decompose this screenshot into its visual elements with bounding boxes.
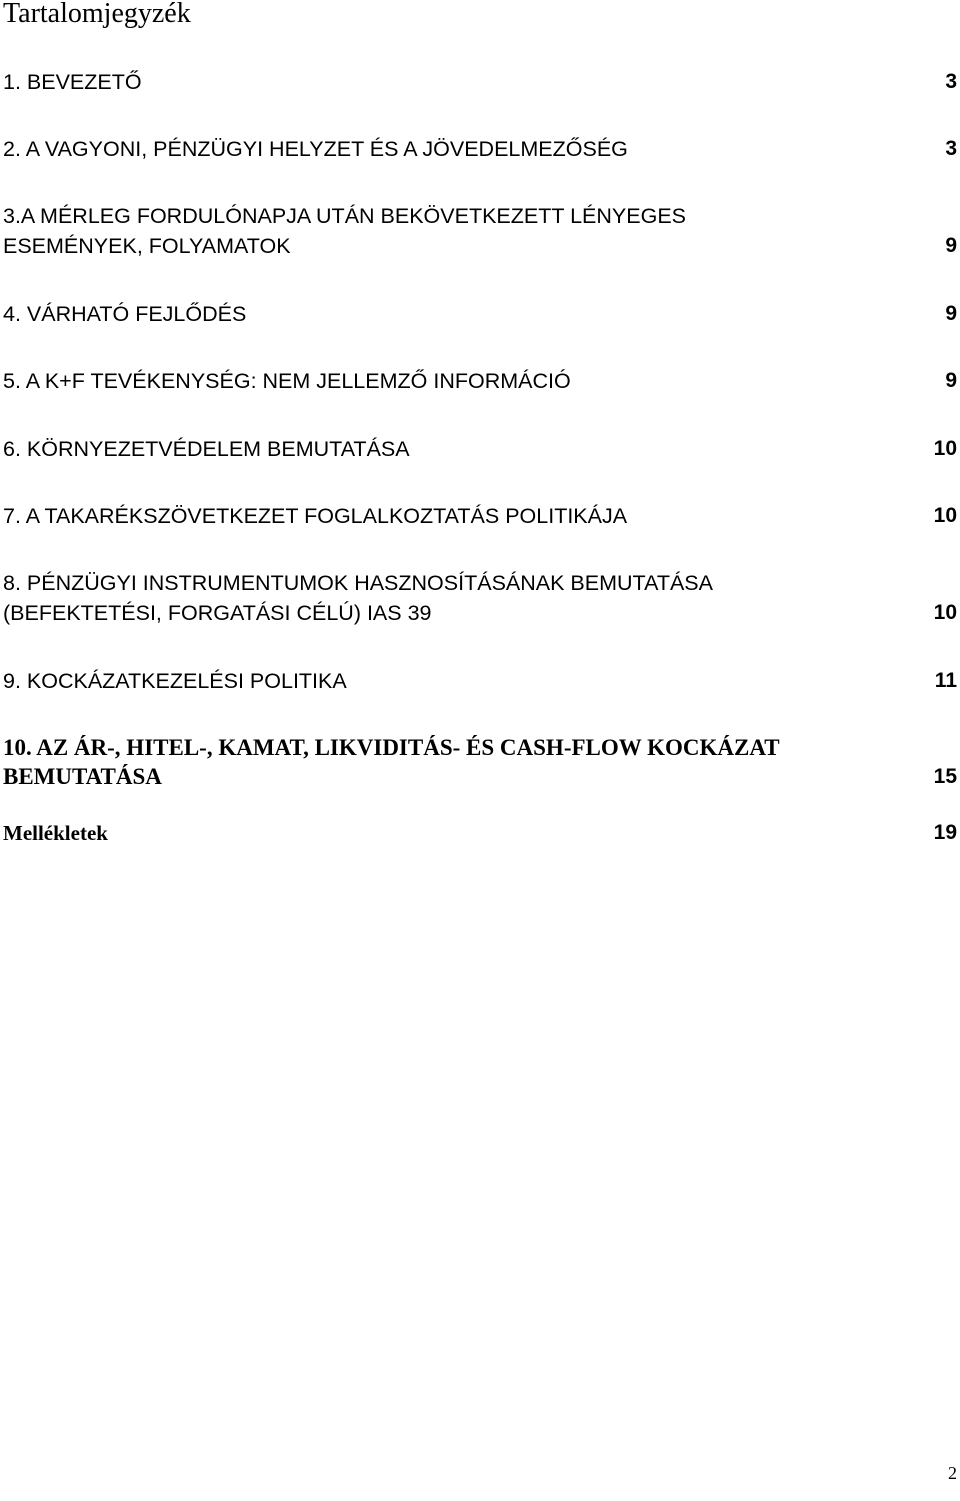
toc-entry-10[interactable] <box>3 733 957 763</box>
toc-entry-page: 15 <box>933 765 957 788</box>
toc-entry-page: 9 <box>945 302 957 325</box>
toc-entry-7[interactable] <box>3 501 957 531</box>
toc-entry-label: BEMUTATÁSA <box>3 764 162 789</box>
toc-entry-5[interactable] <box>3 366 957 396</box>
toc-entry-page: 19 <box>933 821 957 844</box>
toc-entry-8[interactable] <box>3 568 957 598</box>
toc-entry-label: 6. KÖRNYEZETVÉDELEM BEMUTATÁSA <box>3 437 410 461</box>
toc-entry-page: 10 <box>933 437 957 460</box>
toc-entry-3-continued[interactable] <box>3 231 957 261</box>
toc-entry-label: 3.A MÉRLEG FORDULÓNAPJA UTÁN BEKÖVETKEZETT LÉNYEGES <box>3 204 687 228</box>
toc-entry-8-continued[interactable] <box>3 598 957 628</box>
toc-entry-label: 2. A VAGYONI, PÉNZÜGYI HELYZET ÉS A JÖVEDELMEZŐSÉG <box>3 137 628 161</box>
toc-entry-page: 9 <box>945 369 957 392</box>
toc-title: Tartalomjegyzék <box>3 0 191 29</box>
toc-entry-6[interactable] <box>3 434 957 464</box>
toc-entry-page: 10 <box>933 601 957 624</box>
toc-entry-label: Mellékletek <box>3 821 108 845</box>
toc-entry-10-continued[interactable] <box>3 762 957 792</box>
toc-entry-3[interactable] <box>3 201 957 231</box>
toc-entry-page: 3 <box>945 70 957 93</box>
toc-entry-appendices[interactable] <box>3 818 957 848</box>
toc-entry-page: 9 <box>945 234 957 257</box>
toc-entry-page: 3 <box>945 137 957 160</box>
toc-entry-label: 1. BEVEZETŐ <box>3 70 142 94</box>
toc-entry-1[interactable] <box>3 67 957 97</box>
toc-entry-label: (BEFEKTETÉSI, FORGATÁSI CÉLÚ) IAS 39 <box>3 601 432 625</box>
toc-entry-label: 8. PÉNZÜGYI INSTRUMENTUMOK HASZNOSÍTÁSÁNAK BEMUTATÁSA <box>3 571 713 595</box>
toc-entry-label: 9. KOCKÁZATKEZELÉSI POLITIKA <box>3 669 347 693</box>
toc-entry-label: 4. VÁRHATÓ FEJLŐDÉS <box>3 302 247 326</box>
page-number: 2 <box>948 1463 957 1483</box>
toc-entry-9[interactable] <box>3 666 957 696</box>
toc-entry-2[interactable] <box>3 134 957 164</box>
toc-entry-label: 10. AZ ÁR-, HITEL-, KAMAT, LIKVIDITÁS- ÉS CASH-FLOW KOCKÁZAT <box>3 735 780 760</box>
toc-entry-page: 11 <box>934 669 957 692</box>
toc-entry-label: 5. A K+F TEVÉKENYSÉG: NEM JELLEMZŐ INFORMÁCIÓ <box>3 369 571 393</box>
toc-entry-label: ESEMÉNYEK, FOLYAMATOK <box>3 234 291 258</box>
toc-entry-label: 7. A TAKARÉKSZÖVETKEZET FOGLALKOZTATÁS POLITIKÁJA <box>3 504 628 528</box>
toc-entry-page: 10 <box>933 504 957 527</box>
toc-entry-4[interactable] <box>3 299 957 329</box>
